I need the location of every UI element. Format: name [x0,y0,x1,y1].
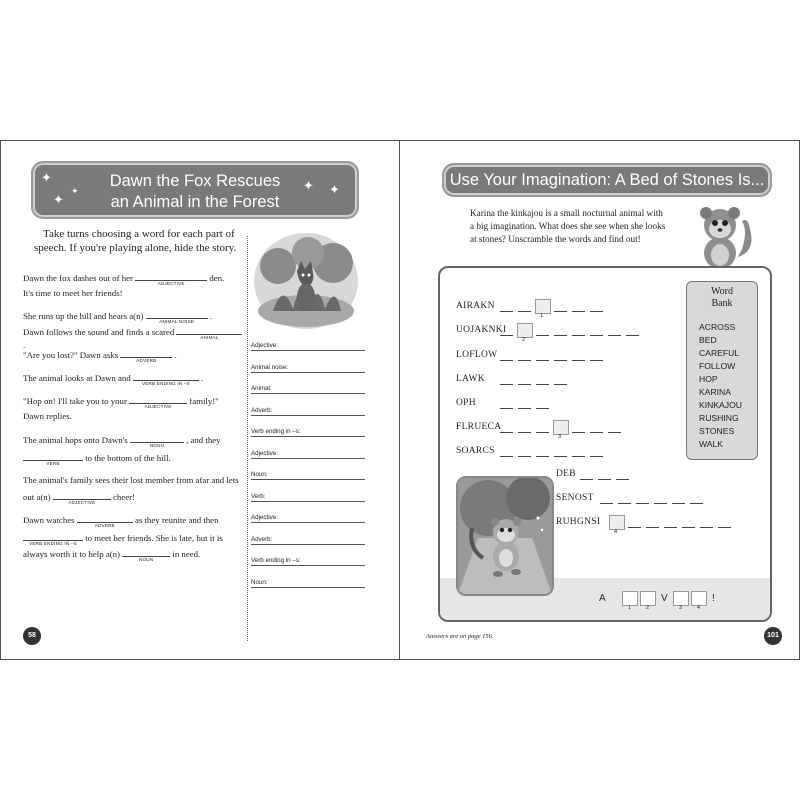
answer-line [251,490,365,502]
letter-blank [518,456,531,457]
right-intro-line3: at stones? Unscramble the words and find out! [470,234,641,244]
right-title: Use Your Imagination: A Bed of Stones Is... [449,171,765,189]
answer-line [251,382,365,394]
letter-blank [690,503,703,504]
left-page [0,140,400,660]
story-text: family!" [187,396,219,406]
letter-blank [518,384,531,385]
letter-blank [664,527,677,528]
letter-blank [700,527,713,528]
answer-label: Adverb: [251,535,273,543]
story-line [23,490,245,504]
answer-label: Adjective: [251,449,278,457]
letter-blank [626,335,639,336]
story-blank [146,309,208,324]
right-page [400,140,800,660]
letter-blank [500,456,513,457]
letter-box-number: 4 [614,529,618,535]
letter-blank [590,432,603,433]
scrambled-word: SOARCS [456,446,495,456]
word-bank-item: WALK [699,439,724,449]
letter-blank [536,360,549,361]
story-line [23,287,245,300]
column-divider [247,236,248,641]
answer-label: Adverb: [251,406,273,414]
letter-blank [572,335,585,336]
answer-rule [251,458,365,459]
word-bank-item: KINKAJOU [699,400,742,410]
right-page-number: 101 [764,627,782,645]
blank-hint: NOUN [139,557,154,562]
letter-blank [628,527,641,528]
final-answer-box [673,591,689,606]
story-text: . [23,340,26,350]
letter-box [553,420,569,435]
answer-rule [251,393,365,394]
story-blank [53,490,111,505]
answer-label: Animal noise: [251,363,289,371]
scrambled-word: UOJAKNKI [456,325,507,335]
story-text: . [198,373,204,383]
letter-blank [672,503,685,504]
answer-label: Noun: [251,578,268,586]
story-blank [120,348,172,363]
letter-blank [554,311,567,312]
story-text: She runs up the hill and hears a(n) [23,311,146,321]
answer-line [251,361,365,373]
final-answer-letter: ! [712,593,715,604]
story-text: Dawn the fox dashes out of her [23,273,136,283]
letter-blank [536,384,549,385]
story-line [23,348,245,362]
answer-rule [251,587,365,588]
letter-blank [590,360,603,361]
right-intro-line1: Karina the kinkajou is a small nocturnal animal with [470,208,663,218]
letter-blank [654,503,667,504]
story-text: It's time to meet her friends! [23,288,123,298]
scrambled-word: LOFLOW [456,350,498,360]
letter-blank [572,456,585,457]
story-text: "Are you lost?" Dawn asks [23,350,121,360]
answer-line [251,533,365,545]
blank-hint: ADVERB [136,358,157,363]
answer-line [251,339,365,351]
right-intro-line2: a big imagination. What does she see when she looks [470,221,666,231]
letter-blank [554,335,567,336]
story-line [23,513,245,527]
letter-box-number: 1 [540,313,544,319]
letter-box-number: 3 [558,434,562,440]
answer-label: Adjective: [251,514,278,521]
story-blank [135,271,207,286]
answer-line [251,404,365,416]
letter-box [517,323,533,338]
scrambled-word: LAWK [456,374,485,384]
letter-blank [600,503,613,504]
story-blank [77,513,133,528]
star-icon: ✦ [71,186,79,196]
story-line [23,410,245,423]
kinkajou-illustration [690,201,760,273]
story-text: Dawn watches [23,515,77,525]
final-answer-box [691,591,707,606]
story-text: . [172,350,177,360]
answer-rule [251,501,365,502]
answer-rule [251,415,365,416]
story-text: in need. [170,549,201,559]
story-text: "Hop on! I'll take you to your [23,396,130,406]
story-line [23,371,245,385]
answer-label: Verb: [251,492,266,500]
letter-blank [580,479,593,480]
answer-line [251,425,365,437]
final-answer-box [622,591,638,606]
scrambled-word: OPH [456,398,476,408]
letter-blank [518,432,531,433]
left-title-banner [31,161,359,219]
letter-blank [536,408,549,409]
story-line [23,547,245,561]
letter-box [535,299,551,314]
letter-blank [646,527,659,528]
letter-blank [608,335,621,336]
answer-line [251,576,365,588]
letter-blank [554,456,567,457]
word-bank-title2: Bank [711,298,733,309]
scrambled-word: SENOST [556,493,594,503]
scrambled-word: AIRAKN [456,301,495,311]
letter-blank [536,335,549,336]
word-bank-item: CAREFUL [699,348,740,358]
answer-line [251,447,365,459]
letter-blank [500,432,513,433]
story-text: always worth it to help a(n) [23,549,123,559]
letter-blank [590,311,603,312]
blank-hint: NOUN [149,443,165,448]
story-blank [122,547,170,562]
story-line [23,271,245,285]
story-text: to meet her friends. She is late, but it is [83,533,223,543]
final-answer-letter: A [599,593,606,604]
story-line [23,433,245,447]
letter-blank [608,432,621,433]
story-blank [23,531,83,546]
story-text: The animal looks at Dawn and [23,373,133,383]
star-icon: ✦ [41,170,52,185]
word-bank-item: RUSHING [699,413,739,423]
final-answer-box [640,591,656,606]
star-icon: ✦ [53,192,64,207]
answer-label: Noun: [251,471,268,478]
answers-note: Answers are on page 156. [426,633,494,640]
story-line [23,394,245,408]
story-text: Dawn replies. [23,411,72,421]
letter-blank [536,432,549,433]
left-intro-line2: speech. If you're playing alone, hide the story. [34,242,237,254]
story-line [23,309,245,323]
answer-rule [251,522,365,523]
answer-line [251,554,365,566]
story-blank [133,371,199,386]
answer-rule [251,436,365,437]
story-text: out a(n) [23,492,53,502]
right-title-banner [442,163,772,197]
left-title-line1: Dawn the Fox Rescues [109,172,281,190]
letter-blank [572,360,585,361]
blank-hint: VERB [46,461,60,466]
final-answer-number: 4 [697,605,701,611]
blank-hint: ADJECTIVE [157,281,185,286]
letter-blank [518,408,531,409]
blank-hint: ADJECTIVE [144,404,172,409]
answer-rule [251,565,365,566]
letter-blank [572,311,585,312]
letter-blank [518,311,531,312]
scrambled-word: FLRUECA [456,422,502,432]
answer-label: Adjective: [251,342,278,349]
running-kinkajou-illustration [456,476,554,596]
blank-hint: VERB ENDING IN –S [142,381,190,386]
letter-blank [554,360,567,361]
story-text: as they reunite and then [132,515,219,525]
answer-label: Verb ending in –s: [251,428,301,435]
story-text: The animal hops onto Dawn's [23,435,130,445]
answer-label: Verb ending in –s: [251,557,301,564]
letter-blank [500,311,513,312]
story-blank [176,325,242,340]
blank-hint: ADVERB [94,523,115,528]
answer-rule [251,372,365,373]
word-bank-item: FOLLOW [699,361,736,371]
final-answer-letter: V [661,593,668,604]
blank-hint: ADJECTIVE [68,500,96,505]
left-title-line2: an Animal in the Forest [110,193,280,211]
word-bank-item: STONES [699,426,735,436]
story-text: , and they [183,435,221,445]
letter-blank [618,503,631,504]
story-line [23,531,245,545]
story-text: Dawn follows the sound and finds a scared [23,327,177,337]
left-intro-line1: Take turns choosing a word for each part of [43,228,235,240]
scrambled-word: DEB [556,469,576,479]
letter-blank [572,432,585,433]
letter-blank [500,360,513,361]
word-bank-item: HOP [699,374,718,384]
letter-blank [536,456,549,457]
letter-blank [682,527,695,528]
answer-line [251,511,365,523]
letter-blank [500,335,513,336]
word-bank-item: ACROSS [699,322,736,332]
final-answer-number: 3 [679,605,683,611]
word-bank [686,281,758,460]
answer-line [251,468,365,480]
star-icon: ✦ [303,178,314,193]
story-blank [23,451,83,466]
answer-rule [251,479,365,480]
final-answer-number: 1 [628,605,632,611]
answer-rule [251,350,365,351]
story-text: The animal's family sees their lost member from afar and lets [23,475,239,485]
story-blank [129,394,187,409]
letter-box-number: 2 [522,337,526,343]
blank-hint: ANIMAL [200,335,219,340]
story-text: cheer! [110,492,135,502]
word-bank-item: KARINA [699,387,731,397]
word-bank-item: BED [699,335,717,345]
word-bank-title1: Word [711,286,733,297]
letter-blank [554,384,567,385]
letter-blank [590,456,603,457]
story-text: den. [207,273,225,283]
blank-hint: ANIMAL NOISE [159,319,195,324]
left-page-number: 58 [23,627,41,645]
letter-blank [718,527,731,528]
story-line [23,474,245,487]
story-line [23,451,245,465]
letter-blank [500,408,513,409]
letter-blank [590,335,603,336]
story-text: to the bottom of the hill. [83,453,171,463]
scrambled-word: RUHGNSI [556,517,601,527]
story-blank [130,433,184,448]
letter-blank [616,479,629,480]
letter-blank [636,503,649,504]
fox-illustration [253,231,359,331]
final-answer-number: 2 [646,605,650,611]
star-icon: ✦ [329,182,340,197]
letter-box [609,515,625,530]
letter-blank [500,384,513,385]
story-text: . [207,311,213,321]
answer-label: Animal: [251,385,272,392]
letter-blank [598,479,611,480]
letter-blank [518,360,531,361]
answer-rule [251,544,365,545]
blank-hint: VERB ENDING IN –S [29,541,77,546]
